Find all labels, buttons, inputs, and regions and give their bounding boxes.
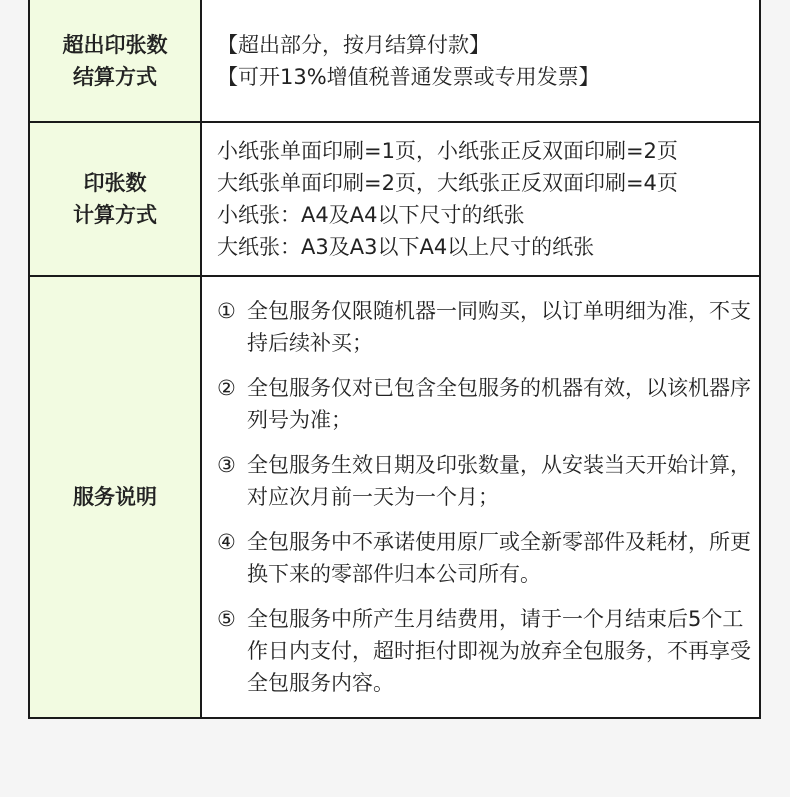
item-number: ④ xyxy=(217,530,236,554)
row-label xyxy=(30,0,202,121)
content-line: 小纸张：A4及A4以下尺寸的纸张 xyxy=(217,203,525,227)
item-text: 全包服务中不承诺使用原厂或全新零部件及耗材，所更换下来的零部件归本公司所有。 xyxy=(247,530,751,586)
list-item xyxy=(217,372,759,436)
list-item xyxy=(217,526,759,590)
item-number: ① xyxy=(217,299,236,323)
row-label xyxy=(30,123,202,275)
label-line: 结算方式 xyxy=(73,64,157,89)
item-number: ② xyxy=(217,376,236,400)
item-number: ③ xyxy=(217,453,236,477)
list-item xyxy=(217,449,759,513)
list-item xyxy=(217,603,759,699)
label-line: 超出印张数 xyxy=(62,32,168,57)
row-overage-settlement xyxy=(30,0,759,121)
list-item xyxy=(217,295,759,359)
row-service-description xyxy=(30,275,759,717)
label-line: 计算方式 xyxy=(73,203,157,227)
item-text: 全包服务仅对已包含全包服务的机器有效，以该机器序列号为准； xyxy=(247,376,751,432)
content-line: 【超出部分，按月结算付款】 xyxy=(217,32,490,57)
service-table xyxy=(28,0,761,719)
item-text: 全包服务生效日期及印张数量，从安装当天开始计算，对应次月前一天为一个月； xyxy=(247,453,751,509)
row-page-count-calc xyxy=(30,121,759,275)
content-line: 【可开13%增值税普通发票或专用发票】 xyxy=(217,64,600,89)
label-line: 服务说明 xyxy=(73,485,157,509)
item-text: 全包服务仅限随机器一同购买，以订单明细为准，不支持后续补买； xyxy=(247,299,751,355)
item-text: 全包服务中所产生月结费用，请于一个月结束后5个工作日内支付，超时拒付即视为放弃全包服务，不再享受全包服务内容。 xyxy=(247,607,751,695)
row-content xyxy=(202,0,759,121)
row-content xyxy=(202,123,759,275)
label-line: 印张数 xyxy=(83,171,147,195)
content-line: 小纸张单面印刷=1页，小纸张正反双面印刷=2页 xyxy=(217,139,678,163)
content-line: 大纸张单面印刷=2页，大纸张正反双面印刷=4页 xyxy=(217,171,678,195)
content-line: 大纸张：A3及A3以下A4以上尺寸的纸张 xyxy=(217,235,595,259)
row-content xyxy=(202,277,759,717)
row-label xyxy=(30,277,202,717)
item-number: ⑤ xyxy=(217,607,236,631)
